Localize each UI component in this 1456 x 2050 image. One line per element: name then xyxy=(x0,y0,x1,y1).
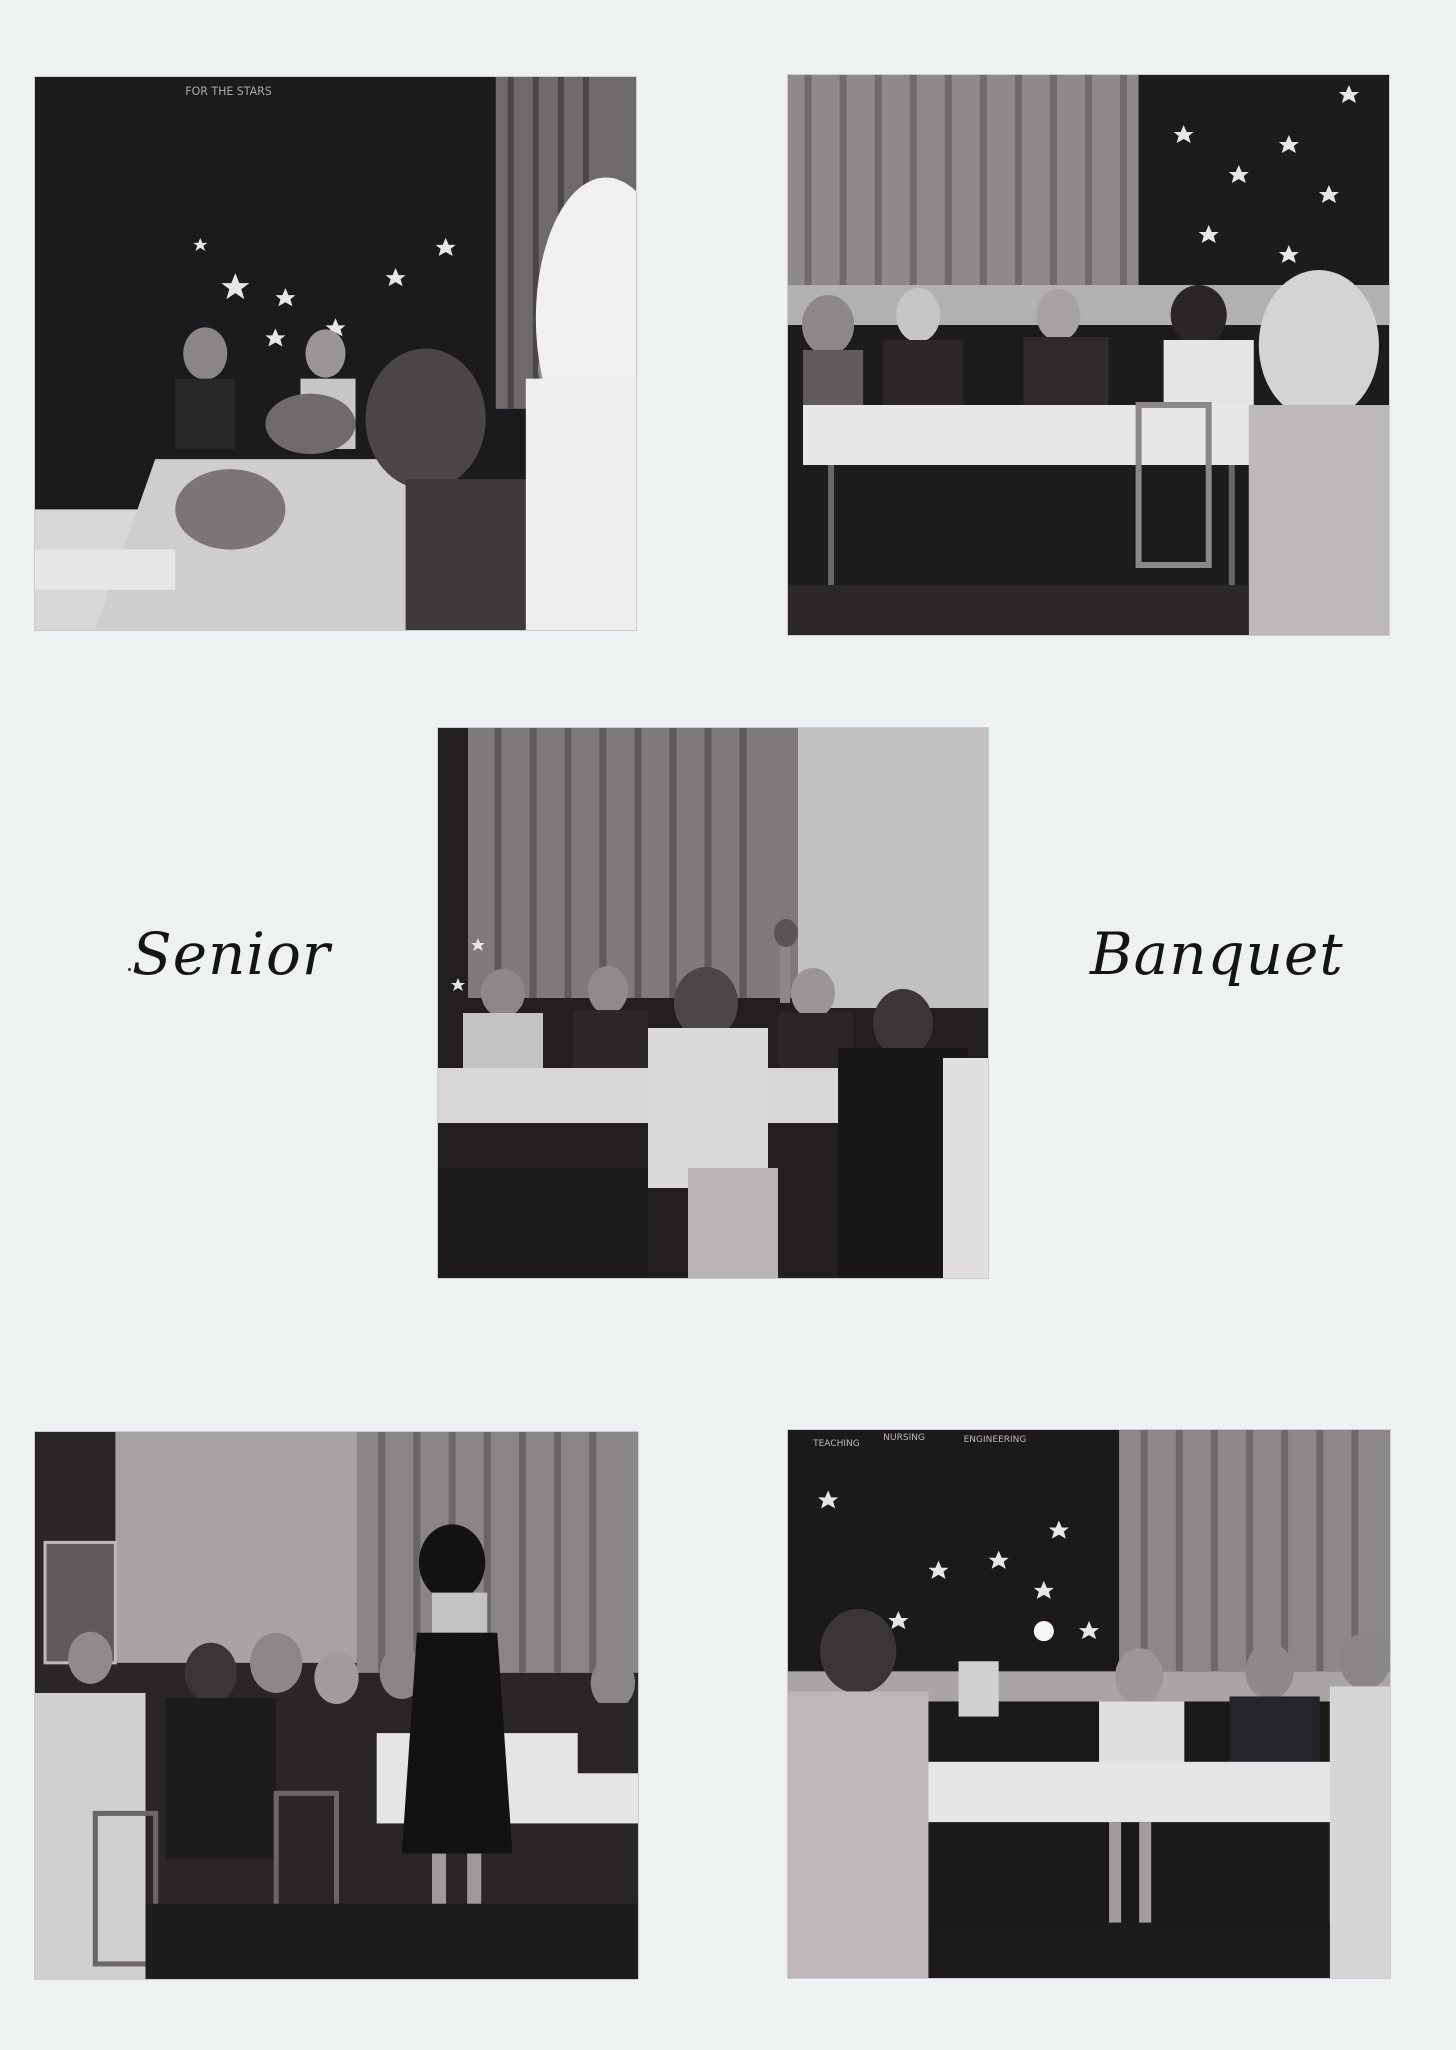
caption-banquet: Banquet xyxy=(1090,920,1344,988)
photo-head-table-with-card xyxy=(788,1430,1390,1978)
photo-5-image xyxy=(788,1430,1390,1978)
photo-1-image xyxy=(35,77,636,630)
photo-head-table-flowers xyxy=(35,77,636,630)
banner-text-stars: FOR THE STARS xyxy=(185,85,272,99)
banner-text-teaching: TEACHING xyxy=(813,1439,860,1450)
photo-woman-standing-at-tables xyxy=(35,1432,638,1979)
photo-woman-raising-trophy xyxy=(438,728,988,1278)
caption-senior: Senior xyxy=(132,920,331,988)
photo-3-image xyxy=(438,728,988,1278)
caption-dot xyxy=(128,968,131,971)
photo-2-image xyxy=(788,75,1389,635)
photo-head-table-star-backdrop xyxy=(788,75,1389,635)
banner-text-nursing: NURSING xyxy=(883,1433,926,1444)
banner-text-engineering: ENGINEERING xyxy=(963,1435,1027,1446)
photo-4-image xyxy=(35,1432,638,1979)
